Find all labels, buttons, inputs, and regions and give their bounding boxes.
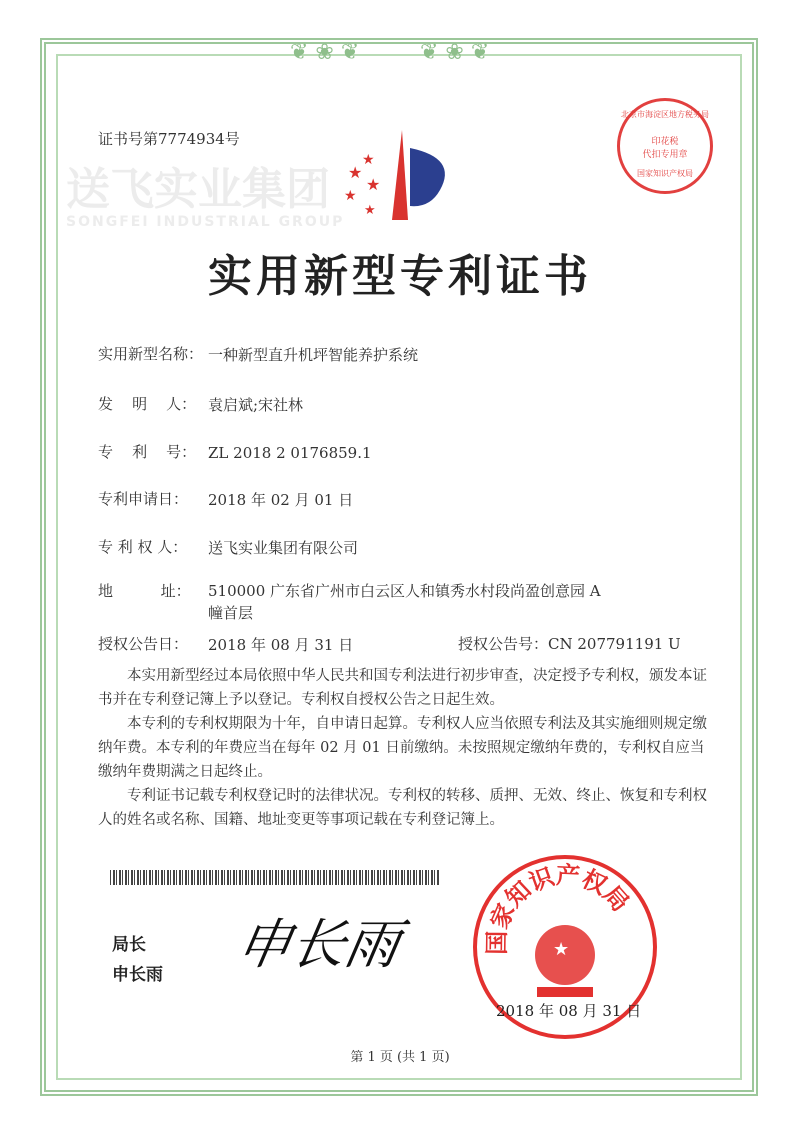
director-signature: 申长雨 <box>231 913 405 976</box>
field-inventor: 发 明 人： 袁启斌;宋社林 <box>98 395 304 414</box>
svg-text:★: ★ <box>344 188 357 204</box>
field-name: 实用新型名称： 一种新型直升机坪智能养护系统 <box>98 345 419 364</box>
watermark: 送飞实业集团 SONGFEI INDUSTRIAL GROUP <box>66 164 345 230</box>
paragraph: 专利证书记载专利权登记时的法律状况。专利权的转移、质押、无效、终止、恢复和专利权人的姓名或名称、国籍、地址变更等事项记载在专利登记簿上。 <box>98 788 707 828</box>
page-title: 实用新型专利证书 <box>208 251 592 302</box>
field-patentee: 专 利 权 人： 送飞实业集团有限公司 <box>98 538 359 557</box>
patent-office-logo <box>340 128 460 223</box>
barcode <box>110 870 440 885</box>
field-patent-number: 专 利 号： ZL 2018 2 0176859.1 <box>98 443 372 462</box>
director-name: 申长雨 <box>112 965 163 985</box>
svg-text:★: ★ <box>366 175 381 194</box>
field-grant-date: 授权公告日： 2018 年 08 月 31 日 <box>98 635 354 654</box>
seal-text: 国家知识产权局 <box>481 860 636 955</box>
certificate-number: 证书号第7774934号 <box>98 130 240 148</box>
svg-text:★: ★ <box>362 152 375 168</box>
paragraph: 本实用新型经过本局依照中华人民共和国专利法进行初步审查，决定授予专利权，颁发本证书并在专利登记簿上予以登记。专利权自授权公告之日起生效。 <box>98 668 707 708</box>
ornament-icon: ❦ ❀ ❦ <box>290 40 360 65</box>
ornament-icon: ❦ ❀ ❦ <box>420 40 490 65</box>
field-address: 地 址： 510000 广东省广州市白云区人和镇秀水村段尚盈创意园 A 幢首层 <box>98 582 601 622</box>
seal-date: 2018 年 08 月 31 日 <box>496 1002 642 1020</box>
svg-text:★: ★ <box>348 163 363 182</box>
svg-text:★: ★ <box>553 939 570 960</box>
tax-stamp: 北京市海淀区地方税务局 印花税 代扣专用章 国家知识产权局 <box>617 98 713 194</box>
page-number: 第 1 页 (共 1 页) <box>350 1050 450 1065</box>
field-application-date: 专利申请日： 2018 年 02 月 01 日 <box>98 490 354 509</box>
director-title: 局长 <box>112 935 146 955</box>
paragraph: 本专利的专利权期限为十年，自申请日起算。专利权人应当依照专利法及其实施细则规定缴纳年费。本专利的年费应当在每年 02 月 01 日前缴纳。未按照规定缴纳年费的，专利权自应当缴纳年费期满之日起终止。 <box>98 716 707 780</box>
svg-text:★: ★ <box>364 203 376 218</box>
field-grant-publication-number: 授权公告号：CN 207791191 U <box>458 635 681 653</box>
certificate-body <box>98 664 710 832</box>
